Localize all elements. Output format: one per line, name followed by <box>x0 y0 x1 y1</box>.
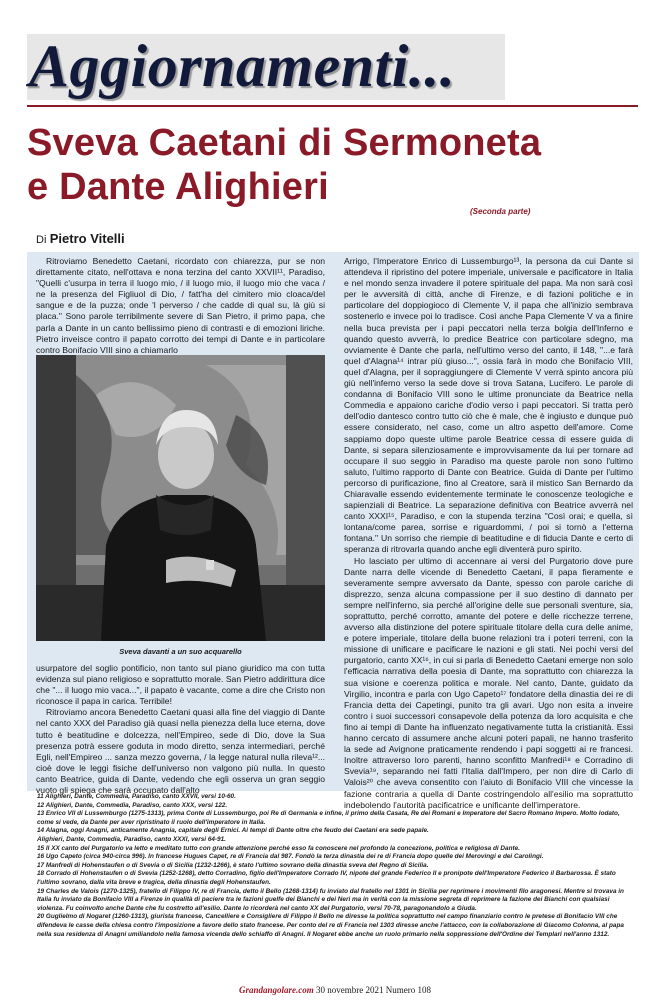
paragraph: Ritroviamo Benedetto Caetani, ricordato con chiarezza, pur se non direttamente citato, nell'ottava e nona terzina del canto XXVII¹¹, Paradiso, "Quelli c'usurpa in terra il luogo mio, / il luogo mio, il luogo mio che vaca / ne la presenza del Figliuol di Dio, / fatt'ha del cimitero mio cloaca/del sangue e de la puzza; onde 'l perverso / che cadde di qual su, là giù si placa." Sono parole terribilmente severe di San Pietro, il primo papa, che parla a Dante in un canto bellissimo pieno di contrasti e di emozioni liriche. Pietro inveisce contro il papato corrotto dei tempi di Dante e in particolare contro Bonifacio VIII sino a chiamarlo <box>36 256 325 355</box>
byline-prefix: Di <box>36 234 47 246</box>
author-name: Pietro Vitelli <box>49 231 125 246</box>
paragraph: Arrigo, l'Imperatore Enrico di Lussemburgo¹³, la persona da cui Dante si attendeva il ripristino del potere imperiale, universale e pacificatore in Italia e nel mondo senza invadere il potere spirituale del papa. Ma non sarà così per le avversità di città, anche di Firenze, e di fazioni politiche e in particolare del doppiogioco di Clemente V, il papa che all'inizio sembrava sostenerlo e invece poi lo tradisce. Così anche Papa Clemente V va a finire nella buca prevista per i papi peccatori nella terza bolgia dell'Inferno e quando questo avverrà, lo predice Beatrice con particolare sdegno, ma ovviamente è Dante che parla, nell'ultimo verso del canto, il 148, "...e farà quel d'Alagna¹⁴ intrar più giuso...", ossia farà in modo che Bonifacio VIII, quel d'Alagna, per il sopraggiungere di Clemente V verrà spinto ancora più giù nell'inferno verso la sede dove si trova Satana, Lucifero. Le parole di condanna di Bonifacio VIII sono le ultime pronunciate da Beatrice nella Commedia e appaiono cariche d'odio verso i papi peccatori. Si tratta però dell'odio dantesco contro tutto ciò che è male, che è ingiusto e dunque può essere considerato, nel caso, come un altro aspetto dell'amore. Come sappiamo dopo queste ultime parole Beatrice cessa di essere guida di Dante, si separa silenziosamente e improvvisamente da lui per tornare ad occupare il suo seggio in Paradiso ma queste parole non sono l'ultimo saluto, l'ultimo rapporto di Dante con Beatrice. Guida di Dante per l'ultimo percorso di purificazione, fino al Creatore, sarà il mistico San Bernardo da Chiaravalle essendo evidentemente terminate le conoscenze teologiche e sapienziali di Beatrice. La separazione definitiva con Beatrice avverrà nel canto XXXI¹⁵, Paradiso, e con la stupenda terzina "Così orai; e quella, sì lontana/come parea, sorrise e riguardommi, / poi si tornò a l'etterna fontana." Un sorriso che riempie di beatitudine e di fiducia Dante e certo di speranza di ritrovarla quando anche egli diventerà puro spirito. <box>344 256 633 555</box>
footer-brand-link[interactable]: Grandangolare.com <box>238 985 314 995</box>
photo-caption: Sveva davanti a un suo acquarello <box>119 647 242 656</box>
column-1-bottom <box>36 663 325 796</box>
footnote: 11 Alighieri, Dante, Commedia, Paradiso, canto XXVII, versi 10-60. <box>37 793 236 800</box>
footer-date: 30 novembre 2021 <box>316 985 384 995</box>
masthead-title: Aggiornamenti... <box>29 33 456 99</box>
footnote: 19 Charles de Valois (1270-1325), fratello di Filippo IV, re di Francia, detto il Bello (1268-1314) fu inviato dal fratello nel 1301 in Sicilia per reprimere i movimenti filo aragonesi. Mentre si trovava in Italia fu inviato da Bonifacio VIII a Firenze in qualità di paciere tra le fazioni guelfe dei Bianchi e dei Neri ma in verità con la missione segreta di reprimere la fazione dei Bianchi con qualsiasi violenza. Fu coinvolto anche Dante che fu costretto all'esilio. Dante lo ricorderà nel canto XX del Purgatorio, versi 70-78, paragonandolo a Giuda. <box>37 887 624 912</box>
footnote: 16 Ugo Capeto (circa 940-circa 996). In francese Hugues Capet, re di Francia dal 987. Fondò la terza dinastia dei re di Francia dopo quelle dei Merovingi e dei Carolingi. <box>37 853 544 861</box>
headline-line-2: e Dante Alighieri <box>27 166 329 208</box>
footnote: 13 Enrico VII di Lussemburgo (1275-1313), prima Conte di Lussemburgo, poi Re di Germania e infine, il primo della Casata, Re dei Romani e Imperatore del Sacro Romano Impero. Molto lodato, come si vede, da Dante per aver ripristinato il ruolo dell'imperatore in Italia. <box>37 810 620 826</box>
page-footer <box>0 985 670 995</box>
footer-issue: Numero 108 <box>385 985 431 995</box>
portrait-photo <box>36 355 325 641</box>
footnote: 12 Alighieri, Dante, Commedia, Paradiso, canto XXX, versi 122. <box>37 801 228 809</box>
byline <box>36 231 125 246</box>
article-subtitle: (Seconda parte) <box>470 207 531 216</box>
footnotes <box>37 793 637 939</box>
title-rule <box>27 105 638 107</box>
column-1-top <box>36 256 325 356</box>
headline-line-1: Sveva Caetani di Sermoneta <box>27 122 542 164</box>
article-headline <box>27 121 647 209</box>
paragraph: Ho lasciato per ultimo di accennare ai versi del Purgatorio dove pure Dante narra delle vicende di Benedetto Caetani, il papa fieramente e severamente sempre avversato da Dante, spesso con parole cariche di disprezzo, senza alcuna compassione per il suo destino di dannato per sempre nell'inferno, sia perché all'origine delle sue personali sventure, sia, soprattutto, perché corrotto, amante del potere e delle ricchezze terrene, avverso alla distinzione del potere spirituale titolare della cura delle anime, e potere imperiale, titolare della buone relazioni tra i poteri terreni, con la missione di unificare e pacificare le nazioni e gli stati. Nei pochi versi del purgatorio, canto XX¹⁶, in cui si parla di Benedetto Caetani emerge non solo l'efficacia narrativa della poesia di Dante, ma soprattutto con chiarezza la sua visione e coerenza politica e morale. Nel canto, Dante, guidato da Virgilio, incontra e parla con Ugo Capeto¹⁷ fondatore della dinastia dei re di Francia detta dei Capetingi, punito tra gli avari. Ugo non esita a inveire contro i suoi successori consapevole della potenza da loro acquisita e che fino ai tempi di Dante ha influenzato negativamente tutta la cristianità. Essi hanno cercato di assumere anche alcuni poteri papali, ne hanno trasferito la sede ad Avignone praticamente rendendo i papi soggetti ai re francesi. Inoltre attraverso loro parenti, hanno sconfitto Manfredi¹⁸ e Corradino di Svevia¹⁹, separando nei fatti l'Italia dall'Impero, per non dire di Carlo di Valois²⁰ che aveva consentito con l'aiuto di Bonifacio VIII che vincesse la fazione contraria a quella di Dante costringendolo all'esilio ma soprattutto indebolendo l'autorità pacificatrice e unificante dell'imperatore. <box>344 555 633 810</box>
footnote: Alighieri, Dante, Commedia, Paradiso, canto XXXI, versi 64-91. <box>37 835 226 843</box>
footnote: 17 Manfredi di Hohenstaufen o di Svevia o di Sicilia (1232-1266), è stato l'ultimo sovrano della dinastia sveva del Regno di Sicilia. <box>37 861 429 869</box>
masthead-banner <box>27 34 505 100</box>
footnote: 14 Alagna, oggi Anagni, anticamente Anagnia, capitale degli Ernici. Ai tempi di Dante oltre che feudo dei Caetani era sede papale. <box>37 827 429 835</box>
footnote: 18 Corrado di Hohenstaufen o di Svevia (1252-1268), detto Corradino, figlio dell'Imperatore Corrado IV, nipote del grande Federico II e pronipote dell'Imperatore Federico il Barbarossa. È stato l'ultimo sovrano, dalla vita breve e tragica, della dinastia degli Hohenstaufen. <box>37 870 616 886</box>
portrait-image <box>36 355 325 641</box>
paragraph: usurpatore del soglio pontificio, non tanto sul piano giuridico ma con tutta evidenza sul piano religioso e soprattutto morale. San Pietro addirittura dice che "... il luogo mio vaca...", il papato è vacante, come a dire che Cristo non riconosce il papa in carica. Terribile! <box>36 663 325 707</box>
paragraph: Ritroviamo ancora Benedetto Caetani quasi alla fine del viaggio di Dante nel canto XXX del Paradiso già quasi nella pienezza della luce eterna, dove tutto è beatitudine e dolcezza, nell'Empireo, sede di Dio, dove la Sua presenza potrà essere goduta in modo diretto, senza intermediari, perché Egli, nell'Empireo ... sanza mezzo governa, / la legge natural nulla rileva¹²... cioè dove le leggi fisiche dell'universo non valgono più nulla. In questo canto Beatrice, guida di Dante, vedendo che egli osserva un gran seggio vuoto gli spiega che sarà occupato dall'alto <box>36 707 325 796</box>
column-2 <box>344 256 633 811</box>
footnote: 20 Guglielmo di Nogaret (1260-1313), giurista francese, Cancelliere e Consigliere di Filippo il Bello ne diresse la politica soprattutto nel campo finanziario contro le pretese di Bonifacio VIII che difendeva le casse della chiesa contro l'imposizione a favore dello stato francese. Per conto del re di Francia nel 1303 diresse anche l'attacco, con la collaborazione di Giacomo Colonna, al papa nella sua residenza di Anagni umiliandolo nella famosa vicenda dello schiaffo di Anagni. Il Nogaret ebbe anche un ruolo primario nella soppressione dell'Ordine dei Templari nell'anno 1312. <box>37 913 624 938</box>
footnote: 15 Il XX canto del Purgatorio va letto e meditato tutto con grande attenzione perché esso fa conoscere nel profondo la concezione, politica e religiosa di Dante. <box>37 844 520 852</box>
